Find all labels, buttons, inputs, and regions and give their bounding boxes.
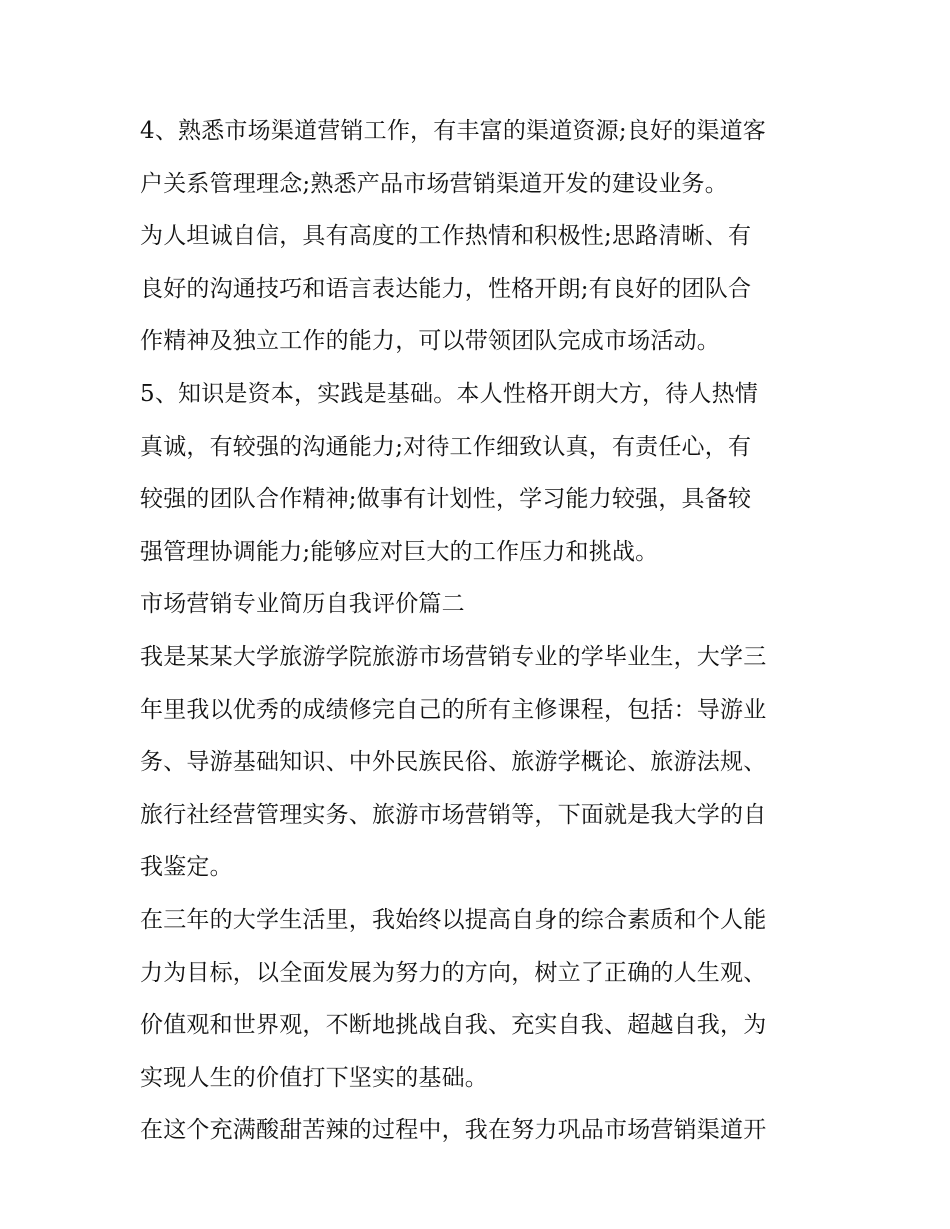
paragraph-item-4 xyxy=(140,105,820,210)
text-line: 良好的沟通技巧和语言表达能力，性格开朗;有良好的团队合 xyxy=(140,275,752,302)
heading-text: 市场营销专业简历自我评价篇二 xyxy=(140,591,465,618)
section-heading xyxy=(140,578,820,631)
paragraph-personality xyxy=(140,210,820,368)
text-line: 4、熟悉市场渠道营销工作，有丰富的渠道资源;良好的渠道客 xyxy=(140,118,766,144)
text-line: 真诚，有较强的沟通能力;对待工作细致认真，有责任心，有 xyxy=(140,433,752,460)
text-line: 在三年的大学生活里，我始终以提高自身的综合素质和个人能 xyxy=(140,906,767,933)
text-line: 作精神及独立工作的能力，可以带领团队完成市场活动。 xyxy=(140,328,720,355)
text-line: 在这个充满酸甜苦辣的过程中，我在努力巩品市场营销渠道开 xyxy=(140,1117,767,1144)
text-line: 务、导游基础知识、中外民族民俗、旅游学概论、旅游法规、 xyxy=(140,749,767,776)
paragraph-process xyxy=(140,1104,820,1157)
text-line: 旅行社经营管理实务、旅游市场营销等，下面就是我大学的自 xyxy=(140,801,767,828)
text-line: 较强的团队合作精神;做事有计划性，学习能力较强，具备较 xyxy=(140,486,752,513)
text-line: 户关系管理理念;熟悉产品市场营销渠道开发的建设业务。 xyxy=(140,170,728,197)
text-line: 为人坦诚自信，具有高度的工作热情和积极性;思路清晰、有 xyxy=(140,223,752,250)
text-line: 强管理协调能力;能够应对巨大的工作压力和挑战。 xyxy=(140,538,659,565)
text-line: 5、知识是资本，实践是基础。本人性格开朗大方，待人热情 xyxy=(140,380,759,407)
text-line: 实现人生的价值打下坚实的基础。 xyxy=(140,1064,488,1091)
document-body xyxy=(140,105,820,1157)
text-line: 价值观和世界观，不断地挑战自我、充实自我、超越自我，为 xyxy=(140,1012,767,1039)
text-line: 我鉴定。 xyxy=(140,854,233,881)
paragraph-item-5 xyxy=(140,368,820,578)
paragraph-university-life xyxy=(140,894,820,1104)
text-line: 年里我以优秀的成绩修完自己的所有主修课程，包括：导游业 xyxy=(140,696,767,723)
text-line: 我是某某大学旅游学院旅游市场营销专业的学毕业生，大学三 xyxy=(140,643,767,670)
paragraph-intro xyxy=(140,631,820,894)
text-line: 力为目标，以全面发展为努力的方向，树立了正确的人生观、 xyxy=(140,959,767,986)
